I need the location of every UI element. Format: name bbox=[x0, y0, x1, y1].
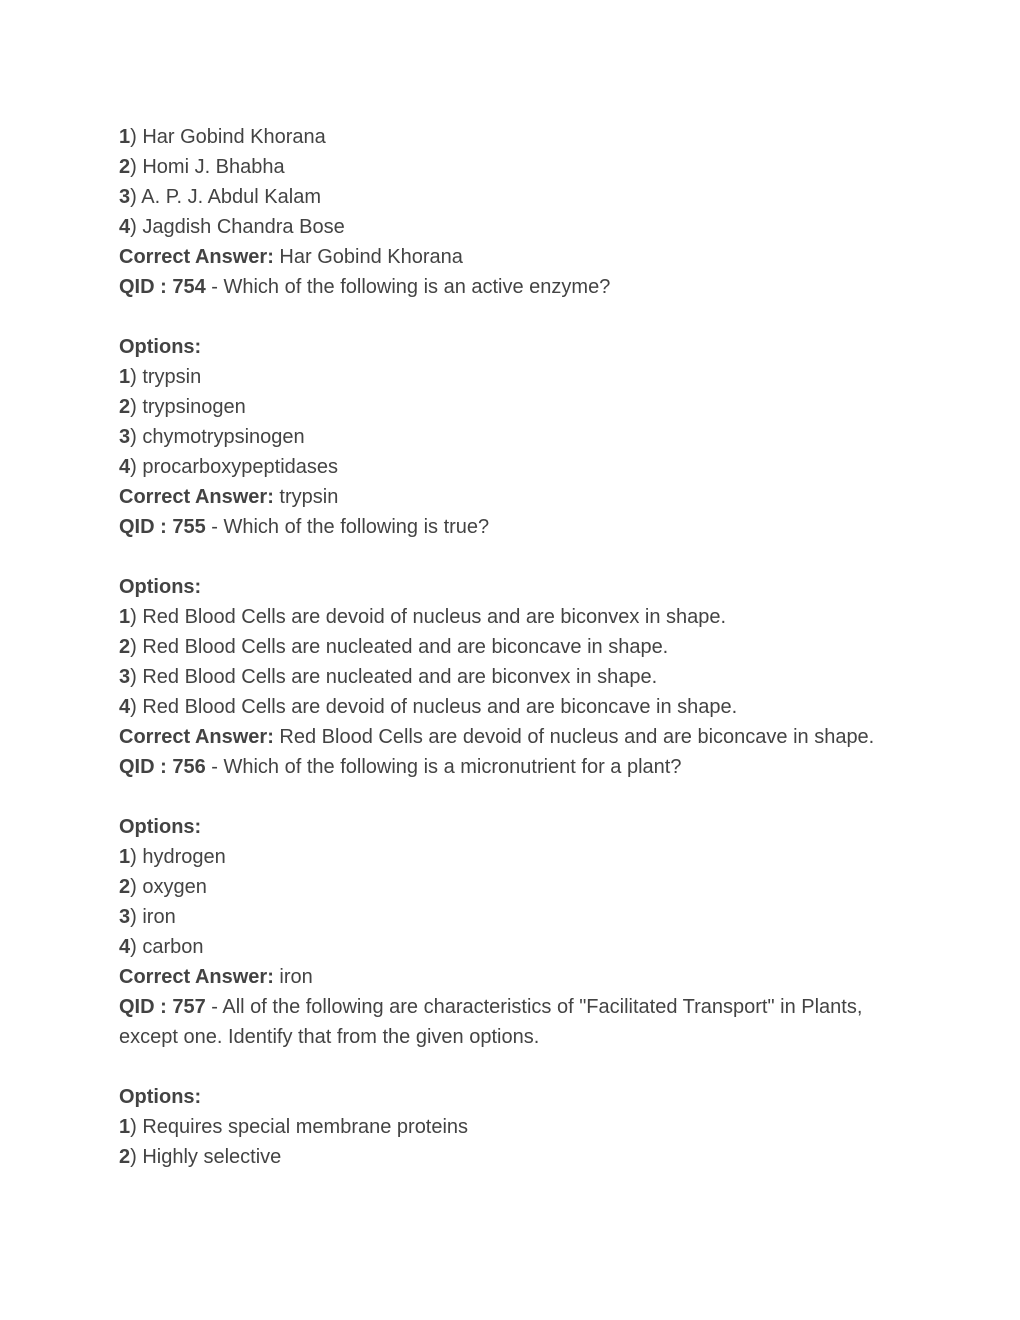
option-separator: ) bbox=[130, 666, 143, 688]
option-text: hydrogen bbox=[142, 846, 226, 868]
option-separator: ) bbox=[130, 156, 143, 178]
option-text: Highly selective bbox=[142, 1146, 282, 1168]
option-line bbox=[119, 872, 899, 902]
option-number: 4 bbox=[119, 936, 131, 958]
question-section bbox=[119, 122, 899, 302]
option-number: 1 bbox=[119, 1116, 131, 1138]
option-text: oxygen bbox=[142, 876, 207, 898]
option-line bbox=[119, 452, 899, 482]
correct-answer-text: Har Gobind Khorana bbox=[273, 246, 463, 268]
option-separator: ) bbox=[130, 456, 143, 478]
option-text: Red Blood Cells are devoid of nucleus and are biconvex in shape. bbox=[142, 606, 727, 628]
option-separator: ) bbox=[130, 876, 143, 898]
option-number: 3 bbox=[119, 666, 131, 688]
option-number: 2 bbox=[119, 1146, 131, 1168]
correct-answer-line bbox=[119, 722, 899, 752]
correct-answer-text: iron bbox=[273, 966, 313, 988]
question-section bbox=[119, 332, 899, 542]
option-separator: ) bbox=[130, 366, 143, 388]
option-number: 1 bbox=[119, 366, 131, 388]
option-number: 1 bbox=[119, 606, 131, 628]
option-text: trypsinogen bbox=[142, 396, 246, 418]
correct-answer-label: Correct Answer: bbox=[119, 246, 274, 268]
option-line bbox=[119, 152, 899, 182]
option-separator: ) bbox=[130, 216, 143, 238]
option-line bbox=[119, 602, 899, 632]
question-line bbox=[119, 752, 899, 782]
question-section bbox=[119, 572, 899, 782]
qid-label: QID : 757 bbox=[119, 996, 206, 1018]
option-line bbox=[119, 932, 899, 962]
option-line bbox=[119, 362, 899, 392]
option-separator: ) bbox=[130, 186, 142, 208]
option-line bbox=[119, 212, 899, 242]
correct-answer-line bbox=[119, 242, 899, 272]
question-line bbox=[119, 272, 899, 302]
correct-answer-label: Correct Answer: bbox=[119, 966, 274, 988]
correct-answer-label: Correct Answer: bbox=[119, 726, 274, 748]
options-heading: Options: bbox=[119, 816, 202, 838]
option-separator: ) bbox=[130, 936, 143, 958]
option-separator: ) bbox=[130, 426, 143, 448]
options-heading: Options: bbox=[119, 336, 202, 358]
correct-answer-text: trypsin bbox=[273, 486, 339, 508]
option-separator: ) bbox=[130, 906, 143, 928]
option-line bbox=[119, 1142, 899, 1172]
option-text: Jagdish Chandra Bose bbox=[142, 216, 345, 238]
option-number: 2 bbox=[119, 876, 131, 898]
option-number: 1 bbox=[119, 126, 131, 148]
option-separator: ) bbox=[130, 126, 143, 148]
option-text: procarboxypeptidases bbox=[142, 456, 339, 478]
option-number: 2 bbox=[119, 636, 131, 658]
option-text: A. P. J. Abdul Kalam bbox=[141, 186, 321, 208]
option-text: Requires special membrane proteins bbox=[142, 1116, 469, 1138]
option-number: 3 bbox=[119, 906, 131, 928]
option-number: 2 bbox=[119, 396, 131, 418]
options-heading: Options: bbox=[119, 576, 202, 598]
question-text: - All of the following are characteristics of "Facilitated Transport" in Plants, except one. Identify that from the given options. bbox=[119, 996, 868, 1048]
qid-label: QID : 756 bbox=[119, 756, 206, 778]
option-separator: ) bbox=[130, 696, 143, 718]
option-line bbox=[119, 662, 899, 692]
option-text: iron bbox=[142, 906, 176, 928]
option-text: carbon bbox=[142, 936, 204, 958]
option-text: Red Blood Cells are nucleated and are biconcave in shape. bbox=[142, 636, 669, 658]
options-heading: Options: bbox=[119, 1086, 202, 1108]
option-line bbox=[119, 902, 899, 932]
option-text: Har Gobind Khorana bbox=[142, 126, 326, 148]
question-text: - Which of the following is a micronutrient for a plant? bbox=[205, 756, 682, 778]
option-number: 2 bbox=[119, 156, 131, 178]
option-separator: ) bbox=[130, 636, 143, 658]
question-text: - Which of the following is an active enzyme? bbox=[205, 276, 611, 298]
question-line bbox=[119, 512, 899, 542]
question-section bbox=[119, 1082, 899, 1172]
option-number: 4 bbox=[119, 456, 131, 478]
question-line bbox=[119, 992, 899, 1052]
option-text: trypsin bbox=[142, 366, 202, 388]
correct-answer-line bbox=[119, 482, 899, 512]
option-line bbox=[119, 632, 899, 662]
option-line bbox=[119, 182, 899, 212]
qid-label: QID : 754 bbox=[119, 276, 206, 298]
option-text: Homi J. Bhabha bbox=[142, 156, 285, 178]
qid-label: QID : 755 bbox=[119, 516, 206, 538]
option-number: 1 bbox=[119, 846, 131, 868]
option-text: chymotrypsinogen bbox=[142, 426, 305, 448]
question-section bbox=[119, 812, 899, 1052]
correct-answer-label: Correct Answer: bbox=[119, 486, 274, 508]
option-number: 3 bbox=[119, 186, 131, 208]
correct-answer-line bbox=[119, 962, 899, 992]
option-number: 3 bbox=[119, 426, 131, 448]
option-line bbox=[119, 692, 899, 722]
option-separator: ) bbox=[130, 396, 143, 418]
option-number: 4 bbox=[119, 216, 131, 238]
option-separator: ) bbox=[130, 1146, 143, 1168]
option-line bbox=[119, 842, 899, 872]
option-line bbox=[119, 422, 899, 452]
option-line bbox=[119, 122, 899, 152]
option-separator: ) bbox=[130, 1116, 143, 1138]
option-separator: ) bbox=[130, 846, 143, 868]
option-text: Red Blood Cells are devoid of nucleus and are biconcave in shape. bbox=[142, 696, 738, 718]
option-line bbox=[119, 1112, 899, 1142]
option-line bbox=[119, 392, 899, 422]
option-separator: ) bbox=[130, 606, 143, 628]
correct-answer-text: Red Blood Cells are devoid of nucleus and are biconcave in shape. bbox=[273, 726, 875, 748]
question-text: - Which of the following is true? bbox=[205, 516, 490, 538]
option-text: Red Blood Cells are nucleated and are biconvex in shape. bbox=[142, 666, 658, 688]
option-number: 4 bbox=[119, 696, 131, 718]
